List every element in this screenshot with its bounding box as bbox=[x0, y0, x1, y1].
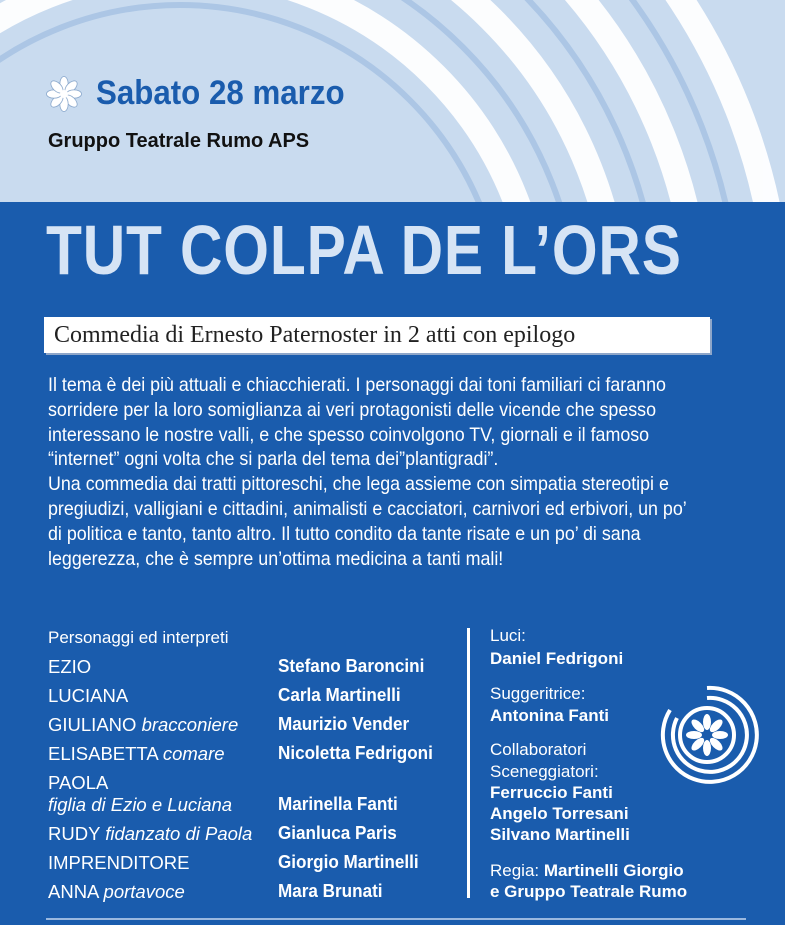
writers-label: Sceneggiatori: bbox=[490, 762, 599, 781]
cast-role-note: comare bbox=[162, 743, 225, 764]
description-paragraph: Il tema è dei più attuali e chiacchierati. I personaggi dai toni familiari ci faranno sorridere per la loro somiglianza ai veri protagonisti delle vicende che spesso interessano le nostre valli, e che spesso coinvolgono TV, giornali e il famoso “internet” ogni volta che si parla del tema dei”plantigradi”. bbox=[48, 375, 666, 471]
cast-actor: Stefano Baroncini bbox=[278, 656, 425, 676]
cast-actor: Maurizio Vender bbox=[278, 714, 410, 734]
column-divider bbox=[467, 628, 470, 898]
prompter-label: Suggeritrice: bbox=[490, 684, 586, 703]
collaborator-name: Angelo Torresani bbox=[490, 804, 629, 823]
cast-role: ELISABETTA comare bbox=[48, 743, 225, 764]
direction-name: Martinelli Giorgio bbox=[543, 861, 684, 880]
event-date: Sabato 28 marzo bbox=[96, 74, 345, 112]
cast-role: LUCIANA bbox=[48, 685, 129, 706]
flower-star-icon bbox=[46, 76, 82, 112]
cast-actor: Mara Brunati bbox=[278, 881, 383, 901]
cast-actor: Nicoletta Fedrigoni bbox=[278, 743, 433, 763]
bottom-divider bbox=[46, 918, 746, 920]
prompter-name: Antonina Fanti bbox=[490, 706, 609, 725]
lights-label: Luci: bbox=[490, 626, 526, 645]
cast-role: GIULIANO bracconiere bbox=[48, 714, 239, 735]
cast-role-note: figlia di Ezio e Luciana bbox=[48, 794, 233, 815]
description bbox=[48, 374, 699, 572]
cast-actor: Gianluca Paris bbox=[278, 823, 397, 843]
collaborator-name: Ferruccio Fanti bbox=[490, 783, 613, 802]
cast-role-note: fidanzato di Paola bbox=[105, 823, 253, 844]
cast-role: IMPRENDITORE bbox=[48, 852, 190, 873]
cast-role: EZIO bbox=[48, 656, 92, 677]
cast-role: ANNA portavoce bbox=[48, 881, 185, 902]
cast-actor: Marinella Fanti bbox=[278, 794, 398, 814]
cast-role-note: bracconiere bbox=[141, 714, 239, 735]
description-paragraph: Una commedia dai tratti pittoreschi, che lega assieme con simpatia stereotipi e pregiudizi, valligiani e cittadini, animalisti e cacciatori, carnivori ed erbivori, un po’ di politica e tanto, tanto altro. Il tutto condito da tante risate e un po’ di sana leggerezza, che è sempre un’ottima medicina a tanti mali! bbox=[48, 474, 687, 570]
lights-name: Daniel Fedrigoni bbox=[490, 649, 624, 668]
direction-line bbox=[490, 861, 684, 881]
cast-role-note: portavoce bbox=[103, 881, 185, 902]
theatre-group: Gruppo Teatrale Rumo APS bbox=[48, 130, 310, 152]
header-band bbox=[0, 0, 785, 202]
cast-actor: Carla Martinelli bbox=[278, 685, 401, 705]
direction-name-2: e Gruppo Teatrale Rumo bbox=[490, 882, 688, 901]
cast-role: PAOLA bbox=[48, 772, 109, 793]
cast-role-note-line bbox=[48, 794, 232, 816]
direction-label: Regia: bbox=[490, 861, 540, 880]
play-subtitle: Commedia di Ernesto Paternoster in 2 atti con epilogo bbox=[54, 322, 576, 348]
collaborator-name: Silvano Martinelli bbox=[490, 825, 630, 844]
subtitle-box bbox=[44, 317, 710, 353]
cast-heading: Personaggi ed interpreti bbox=[48, 628, 229, 647]
circular-flower-logo-icon bbox=[652, 680, 762, 790]
play-title: TUT COLPA DE L’ORS bbox=[46, 211, 682, 289]
collaborators-label: Collaboratori bbox=[490, 740, 587, 759]
cast-role: RUDY fidanzato di Paola bbox=[48, 823, 253, 844]
cast-actor: Giorgio Martinelli bbox=[278, 852, 419, 872]
